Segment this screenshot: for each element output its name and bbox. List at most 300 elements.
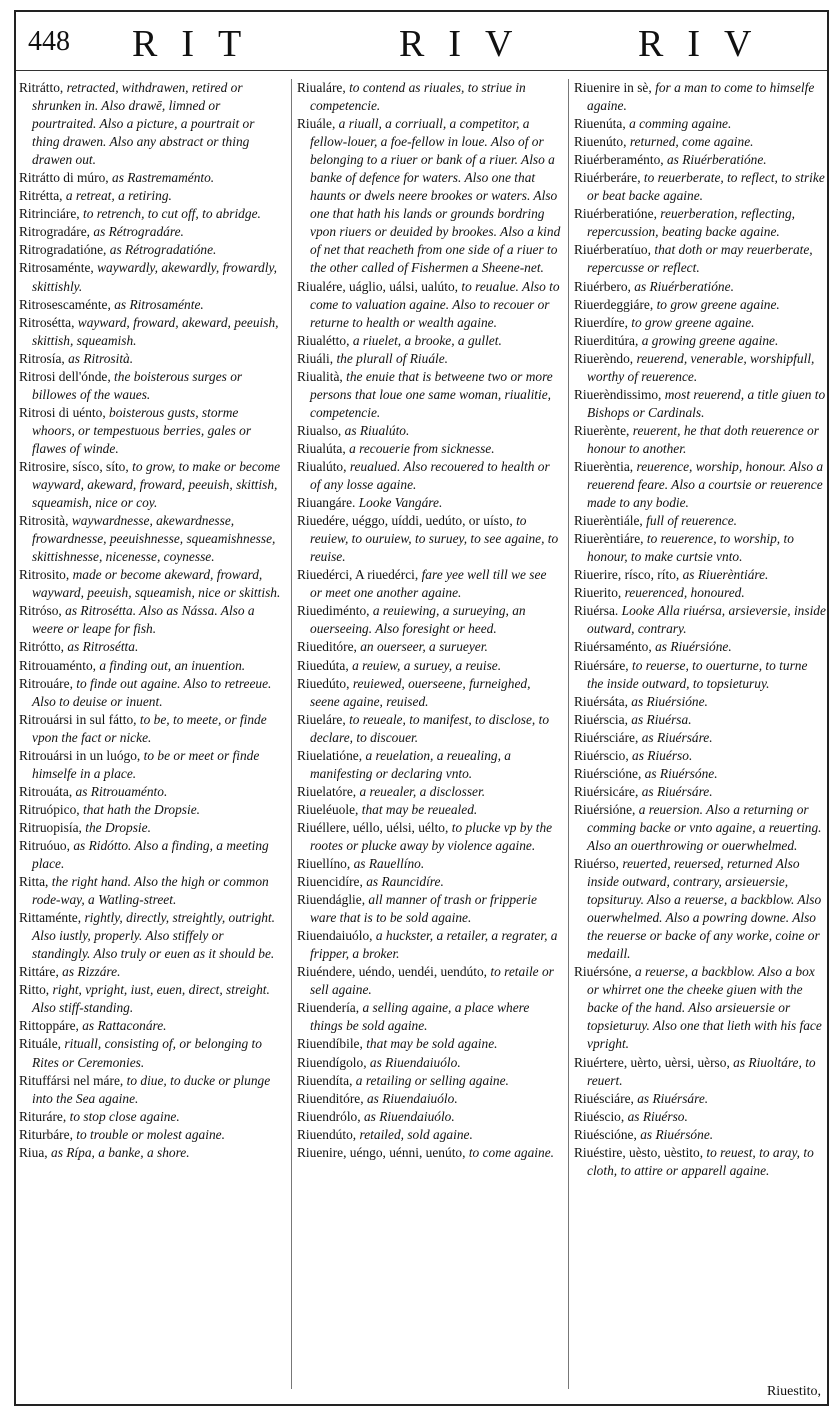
dictionary-entry bbox=[19, 783, 281, 801]
entry-headword: Ritrouaménto, bbox=[19, 657, 96, 673]
entry-headword: Ritrosire, sísco, síto, bbox=[19, 458, 129, 474]
entry-definition: as Riuérsa. bbox=[631, 711, 692, 727]
entry-definition: retailed, sold againe. bbox=[359, 1126, 473, 1142]
entry-definition: retracted, withdrawen, retired or shrunken in. Also drawē, limned or pourtraited. Also a picture, a pourtrait or thing drawen. Also any abstract or thing drawen out. bbox=[32, 80, 255, 168]
entry-definition: fare yee well till we see or meet one another againe. bbox=[310, 567, 547, 601]
dictionary-entry bbox=[297, 512, 561, 566]
entry-definition: as Riuendaiuólo. bbox=[366, 1090, 458, 1106]
dictionary-entry bbox=[297, 1090, 561, 1108]
entry-definition: reuerent, he that doth reuerence or honour to another. bbox=[587, 422, 819, 456]
entry-definition: as Riuérsáre. bbox=[637, 1090, 709, 1106]
entry-headword: Rituffársi nel máre, bbox=[19, 1072, 124, 1088]
dictionary-entry bbox=[19, 368, 281, 404]
entry-definition: that may be sold againe. bbox=[366, 1036, 498, 1052]
entry-headword: Riuérso, bbox=[574, 856, 620, 872]
dictionary-entry bbox=[297, 657, 561, 675]
entry-definition: the Dropsie. bbox=[85, 819, 151, 835]
dictionary-entry bbox=[297, 440, 561, 458]
dictionary-entry bbox=[19, 909, 281, 963]
entry-headword: Riuendrólo, bbox=[297, 1108, 361, 1124]
entry-headword: Riuerèntiáre, bbox=[574, 531, 644, 547]
entry-definition: as Ritrosità. bbox=[68, 350, 134, 366]
entry-headword: Rituále, bbox=[19, 1036, 62, 1052]
entry-headword: Riuedúto, bbox=[297, 675, 350, 691]
entry-headword: Ritrosi dell'ónde, bbox=[19, 368, 111, 384]
running-head-left: RIT bbox=[132, 23, 266, 65]
entry-definition: to reuest, to aray, to cloth, to attire or apparell againe. bbox=[587, 1144, 814, 1178]
entry-headword: Riualso, bbox=[297, 422, 342, 438]
entry-definition: reuerend, venerable, worshipfull, worthy of reuerence. bbox=[587, 350, 815, 384]
entry-definition: to reualue. Also to come to valuation againe. Also to recouer or returne to health or wealth againe. bbox=[310, 278, 560, 330]
entry-headword: Ritrosità, bbox=[19, 513, 69, 529]
entry-definition: for a man to come to himselfe againe. bbox=[587, 80, 815, 114]
dictionary-entry bbox=[297, 115, 561, 277]
entry-definition: a comming againe. bbox=[629, 116, 732, 132]
dictionary-entry bbox=[574, 422, 826, 458]
entry-definition: as Rastremaménto. bbox=[112, 170, 215, 186]
entry-headword: Ritrinciáre, bbox=[19, 206, 80, 222]
dictionary-entry bbox=[297, 458, 561, 494]
running-head-right: RIV bbox=[638, 23, 776, 65]
dictionary-entry bbox=[297, 999, 561, 1035]
entry-definition: the plurall of Riuále. bbox=[336, 350, 449, 366]
entry-definition: the boisterous surges or billowes of the waues. bbox=[32, 368, 243, 402]
dictionary-entry bbox=[574, 151, 826, 169]
entry-headword: Riuérsióne, bbox=[574, 801, 636, 817]
entry-headword: Ritrouársi in un luógo, bbox=[19, 747, 141, 763]
entry-definition: to come againe. bbox=[468, 1144, 554, 1160]
column-3 bbox=[568, 79, 826, 1389]
entry-headword: Riuedére, uéggo, uíddi, uedúto, or uísto, bbox=[297, 513, 513, 529]
dictionary-entry bbox=[19, 205, 281, 223]
entry-definition: to diue, to ducke or plunge into the Sea againe. bbox=[32, 1072, 271, 1106]
dictionary-entry bbox=[574, 278, 826, 296]
entry-headword: Ritrosía, bbox=[19, 350, 65, 366]
entry-headword: Riuerditúra, bbox=[574, 332, 639, 348]
entry-headword: Riualúto, bbox=[297, 458, 347, 474]
entry-definition: most reuerend, a title giuen to Bishops or Cardinals. bbox=[587, 386, 826, 420]
dictionary-entry bbox=[297, 963, 561, 999]
entry-headword: Riuendígolo, bbox=[297, 1054, 367, 1070]
dictionary-entry bbox=[574, 638, 826, 656]
entry-headword: Riuérsáre, bbox=[574, 657, 629, 673]
entry-definition: waywardnesse, akewardnesse, frowardnesse, peeuishnesse, squeamishnesse, skittishnesse, nicenesse, coynesse. bbox=[32, 513, 276, 565]
entry-definition: rituall, consisting of, or belonging to Rites or Ceremonies. bbox=[32, 1036, 262, 1070]
entry-headword: Ritrosaménte, bbox=[19, 260, 94, 276]
entry-headword: Ritruópico, bbox=[19, 801, 80, 817]
entry-definition: full of reuerence. bbox=[646, 513, 738, 529]
dictionary-entry bbox=[19, 1035, 281, 1071]
dictionary-entry bbox=[574, 963, 826, 1053]
entry-headword: Riuedúta, bbox=[297, 657, 349, 673]
entry-definition: as Rétrogradatióne. bbox=[109, 242, 217, 258]
entry-headword: Riualétto, bbox=[297, 332, 350, 348]
entry-headword: Ritrétta, bbox=[19, 188, 63, 204]
dictionary-entry bbox=[574, 133, 826, 151]
dictionary-entry bbox=[19, 602, 281, 638]
entry-headword: Rituráre, bbox=[19, 1108, 67, 1124]
dictionary-entry bbox=[19, 404, 281, 458]
entry-headword: Riuérberáre, bbox=[574, 170, 641, 186]
entry-headword: Riuéllere, uéllo, uélsi, uélto, bbox=[297, 819, 449, 835]
entry-definition: as Ritrosétta. bbox=[67, 639, 139, 655]
entry-headword: Riuáli, bbox=[297, 350, 334, 366]
entry-headword: Riuérsóne, bbox=[574, 964, 632, 980]
entry-headword: Riuérsicáre, bbox=[574, 783, 639, 799]
entry-headword: Ritrosito, bbox=[19, 567, 70, 583]
entry-definition: to finde out againe. Also to retreeue. Also to deuise or inuent. bbox=[32, 675, 272, 709]
dictionary-entry bbox=[574, 765, 826, 783]
entry-headword: Riua, bbox=[19, 1144, 48, 1160]
entry-headword: Riuelatióne, bbox=[297, 747, 363, 763]
entry-headword: Riuenúto, bbox=[574, 134, 627, 150]
entry-headword: Riualére, uáglio, uálsi, ualúto, bbox=[297, 278, 459, 294]
entry-definition: as Rauellíno. bbox=[353, 856, 425, 872]
dictionary-entry bbox=[574, 783, 826, 801]
entry-headword: Ritruóuo, bbox=[19, 837, 70, 853]
dictionary-entry bbox=[297, 1108, 561, 1126]
entry-definition: reualued. Also recouered to health or of any losse againe. bbox=[310, 458, 550, 493]
dictionary-entry bbox=[574, 241, 826, 277]
entry-definition: as Riuérsióne. bbox=[631, 693, 708, 709]
dictionary-entry bbox=[297, 747, 561, 783]
entry-headword: Riuésciáre, bbox=[574, 1090, 634, 1106]
entry-definition: to reuerse, to ouerturne, to turne the inside outward, to topsieturuy. bbox=[587, 657, 808, 691]
dictionary-entry bbox=[297, 602, 561, 638]
dictionary-page bbox=[14, 10, 829, 1406]
entry-definition: reuerence, worship, honour. Also a reuerend feare. Also a courtsie or reuerence made to any bodie. bbox=[587, 458, 824, 511]
entry-headword: Ritrosescaménte, bbox=[19, 296, 111, 312]
dictionary-entry bbox=[297, 566, 561, 602]
entry-definition: a retreat, a retiring. bbox=[65, 188, 172, 204]
entry-definition: as Rípa, a banke, a shore. bbox=[51, 1144, 190, 1160]
entry-definition: boisterous gusts, storme whoors, or tempestuous berries, gales or flawes of winde. bbox=[32, 404, 252, 456]
entry-headword: Riuerdeggiáre, bbox=[574, 296, 654, 312]
entry-headword: Riuedérci, A riuedérci, bbox=[297, 567, 419, 583]
dictionary-entry bbox=[574, 1108, 826, 1126]
entry-definition: the enuie that is betweene two or more persons that loue one same woman, riualitie, competencie. bbox=[310, 368, 553, 420]
dictionary-entry bbox=[297, 1054, 561, 1072]
dictionary-entry bbox=[297, 278, 561, 332]
entry-headword: Riualità, bbox=[297, 368, 343, 384]
entry-headword: Riuendáglie, bbox=[297, 892, 366, 908]
entry-headword: Riuenire in sè, bbox=[574, 80, 652, 95]
dictionary-entry bbox=[297, 819, 561, 855]
entry-definition: a reuealer, a disclosser. bbox=[359, 783, 486, 799]
dictionary-entry bbox=[574, 512, 826, 530]
entry-headword: Ritrosi di uénto, bbox=[19, 404, 106, 420]
entry-headword: Riuendería, bbox=[297, 1000, 360, 1016]
entry-headword: Ritrouársi in sul fátto, bbox=[19, 711, 137, 727]
entry-definition: a reuersion. Also a returning or comming backe or vnto againe, a reuerting. Also an ouerthrowing or ouerwhelmed. bbox=[587, 801, 822, 853]
entry-definition: as Ritrosétta. Also as Nássa. Also a weere or leape for fish. bbox=[32, 603, 255, 637]
dictionary-entry bbox=[297, 855, 561, 873]
entry-definition: as Riuérso. bbox=[632, 747, 693, 763]
dictionary-entry bbox=[574, 79, 826, 115]
dictionary-entry bbox=[19, 1126, 281, 1144]
dictionary-entry bbox=[19, 350, 281, 368]
dictionary-entry bbox=[574, 296, 826, 314]
dictionary-entry bbox=[297, 675, 561, 711]
dictionary-entry bbox=[574, 1126, 826, 1144]
entry-headword: Riuértere, uèrto, uèrsi, uèrso, bbox=[574, 1054, 730, 1070]
entry-headword: Riuéstire, uèsto, uèstito, bbox=[574, 1144, 704, 1160]
dictionary-entry bbox=[19, 981, 281, 1017]
dictionary-entry bbox=[574, 584, 826, 602]
entry-headword: Riuerèntia, bbox=[574, 458, 634, 474]
dictionary-entry bbox=[574, 314, 826, 332]
entry-headword: Riturbáre, bbox=[19, 1126, 73, 1142]
entry-definition: right, vpright, iust, euen, direct, streight. Also stiff-standing. bbox=[32, 982, 270, 1016]
entry-definition: to retaile or sell againe. bbox=[310, 964, 554, 998]
entry-headword: Riuencidíre, bbox=[297, 874, 363, 890]
entry-definition: to grow greene againe. bbox=[656, 296, 780, 312]
entry-headword: Rittaménte, bbox=[19, 910, 82, 926]
entry-definition: as Rétrogradáre. bbox=[93, 224, 184, 240]
entry-headword: Ritrosétta, bbox=[19, 314, 75, 330]
entry-headword: Riuellíno, bbox=[297, 856, 351, 872]
entry-headword: Rittoppáre, bbox=[19, 1018, 79, 1034]
entry-definition: to grow, to make or become wayward, akeward, froward, peeuish, skittish, squeamish, nice or coy. bbox=[32, 458, 281, 511]
entry-definition: as Riuérsóne. bbox=[644, 765, 718, 781]
dictionary-entry bbox=[297, 422, 561, 440]
entry-definition: reuerenced, honoured. bbox=[624, 585, 745, 601]
entry-definition: the right hand. Also the high or common rode-way, a Watling-street. bbox=[32, 874, 269, 908]
entry-definition: waywardly, akewardly, frowardly, skittishly. bbox=[32, 260, 278, 294]
entry-definition: to plucke vp by the rootes or plucke away by violence againe. bbox=[310, 819, 553, 853]
entry-headword: Riuérsciáre, bbox=[574, 729, 639, 745]
dictionary-entry bbox=[19, 1108, 281, 1126]
entry-headword: Riuediménto, bbox=[297, 603, 370, 619]
dictionary-entry bbox=[574, 855, 826, 963]
entry-definition: to reueale, to manifest, to disclose, to declare, to discouer. bbox=[310, 711, 550, 745]
entry-definition: a huckster, a retailer, a regrater, a fripper, a broker. bbox=[310, 928, 558, 962]
entry-headword: Riuerire, rísco, ríto, bbox=[574, 567, 680, 583]
entry-definition: as Riuerèntiáre. bbox=[682, 567, 769, 583]
entry-headword: Riuendúto, bbox=[297, 1126, 357, 1142]
entry-headword: Riualúta, bbox=[297, 440, 346, 456]
entry-definition: as Riuérsóne. bbox=[640, 1126, 714, 1142]
dictionary-entry bbox=[574, 566, 826, 584]
dictionary-entry bbox=[297, 801, 561, 819]
entry-headword: Ritrouáta, bbox=[19, 783, 73, 799]
entry-headword: Riuendíbile, bbox=[297, 1036, 363, 1052]
dictionary-entry bbox=[574, 747, 826, 765]
entry-definition: a riuelet, a brooke, a gullet. bbox=[352, 332, 502, 348]
dictionary-entry bbox=[574, 458, 826, 512]
dictionary-entry bbox=[19, 747, 281, 783]
entry-headword: Riuendíta, bbox=[297, 1072, 353, 1088]
entry-definition: as Rizzáre. bbox=[62, 964, 121, 980]
dictionary-entry bbox=[19, 512, 281, 566]
dictionary-entry bbox=[19, 801, 281, 819]
entry-definition: that may be reuealed. bbox=[361, 801, 478, 817]
dictionary-entry bbox=[19, 675, 281, 711]
entry-headword: Riuále, bbox=[297, 116, 336, 132]
entry-definition: as Riuérsáre. bbox=[641, 783, 713, 799]
dictionary-entry bbox=[19, 187, 281, 205]
page-number: 448 bbox=[28, 26, 70, 57]
entry-headword: Riuérbero, bbox=[574, 278, 631, 294]
entry-definition: as Riuérsióne. bbox=[655, 639, 732, 655]
dictionary-entry bbox=[297, 1035, 561, 1053]
dictionary-entry bbox=[574, 169, 826, 205]
dictionary-entry bbox=[574, 1054, 826, 1090]
dictionary-entry bbox=[19, 169, 281, 187]
entry-headword: Ritto, bbox=[19, 982, 50, 998]
entry-definition: a reuiewing, a surueying, an ouerseeing. Also foresight or heed. bbox=[310, 603, 526, 637]
entry-headword: Riuerèntiále, bbox=[574, 513, 643, 529]
entry-definition: to reuerence, to worship, to honour, to make curtsie vnto. bbox=[587, 531, 794, 565]
dictionary-entry bbox=[19, 638, 281, 656]
dictionary-entry bbox=[297, 783, 561, 801]
entry-headword: Riuérscióne, bbox=[574, 765, 642, 781]
entry-headword: Riuérsaménto, bbox=[574, 639, 652, 655]
dictionary-entry bbox=[19, 296, 281, 314]
entry-definition: as Rattaconáre. bbox=[82, 1018, 167, 1034]
entry-headword: Riuangáre. bbox=[297, 495, 356, 511]
dictionary-entry bbox=[297, 1144, 561, 1162]
entry-headword: Riuéscio, bbox=[574, 1108, 625, 1124]
dictionary-entry bbox=[19, 711, 281, 747]
entry-definition: a reuiew, a suruey, a reuise. bbox=[352, 657, 502, 673]
entry-headword: Ritrótto, bbox=[19, 639, 65, 655]
entry-definition: a reuelation, a reuealing, a manifesting or declaring vnto. bbox=[310, 747, 511, 781]
dictionary-entry bbox=[297, 638, 561, 656]
entry-definition: returned, come againe. bbox=[629, 134, 754, 150]
entry-definition: to be, to meete, or finde vpon the fact or nicke. bbox=[32, 711, 267, 745]
entry-headword: Riuéscióne, bbox=[574, 1126, 637, 1142]
entry-definition: as Riuendaiuólo. bbox=[363, 1108, 455, 1124]
columns bbox=[16, 70, 827, 1391]
dictionary-entry bbox=[19, 819, 281, 837]
entry-definition: Looke Vangáre. bbox=[358, 495, 443, 511]
entry-headword: Riueláre, bbox=[297, 711, 346, 727]
entry-headword: Riuerèndissimo, bbox=[574, 386, 662, 402]
entry-definition: as Riuoltáre, to reuert. bbox=[587, 1054, 816, 1088]
entry-headword: Riuérscio, bbox=[574, 747, 629, 763]
entry-definition: as Ritrouaménto. bbox=[75, 783, 168, 799]
dictionary-entry bbox=[19, 1017, 281, 1035]
entry-headword: Ritróso, bbox=[19, 603, 62, 619]
entry-headword: Ritrátto, bbox=[19, 80, 64, 95]
dictionary-entry bbox=[297, 711, 561, 747]
dictionary-entry bbox=[297, 79, 561, 115]
running-head-center: RIV bbox=[399, 23, 537, 65]
entry-headword: Riualáre, bbox=[297, 80, 346, 95]
entry-headword: Riuérscia, bbox=[574, 711, 628, 727]
dictionary-entry bbox=[19, 259, 281, 295]
dictionary-entry bbox=[297, 368, 561, 422]
entry-headword: Riuenditóre, bbox=[297, 1090, 364, 1106]
dictionary-entry bbox=[19, 873, 281, 909]
entry-definition: to trouble or molest againe. bbox=[76, 1126, 225, 1142]
entry-definition: a finding out, an inuention. bbox=[99, 657, 246, 673]
entry-definition: as Riuendaiuólo. bbox=[369, 1054, 461, 1070]
entry-definition: as Riuérso. bbox=[627, 1108, 688, 1124]
entry-headword: Ritrogradatióne, bbox=[19, 242, 107, 258]
dictionary-entry bbox=[19, 1072, 281, 1108]
column-1 bbox=[19, 79, 281, 1389]
dictionary-entry bbox=[19, 223, 281, 241]
entry-definition: all manner of trash or fripperie ware that is to be sold againe. bbox=[310, 892, 537, 926]
entry-headword: Riuerènte, bbox=[574, 422, 630, 438]
dictionary-entry bbox=[19, 79, 281, 169]
dictionary-entry bbox=[297, 332, 561, 350]
entry-definition: as Riuérsáre. bbox=[641, 729, 713, 745]
entry-definition: as Rauncidíre. bbox=[366, 874, 444, 890]
entry-definition: as Riualúto. bbox=[344, 422, 410, 438]
entry-definition: as Ridótto. Also a finding, a meeting place. bbox=[32, 837, 269, 872]
entry-headword: Rittáre, bbox=[19, 964, 59, 980]
entry-headword: Riuenire, uéngo, uénni, uenúto, bbox=[297, 1144, 466, 1160]
dictionary-entry bbox=[19, 241, 281, 259]
entry-definition: a riuall, a corriuall, a competitor, a fellow-louer, a foe-fellow in loue. Also of or belonging to a riuer or bank of a riuer. Also a banke of defence for waters. Also one that haunts or dwels neere brookes or waters. Also one that hath his lands or grounds bordring vpon riuers or deuided by brookes. Also a kind of net that reacheth from one side of a riuer to the other called of Fishermen a Sheene-net. bbox=[310, 116, 561, 276]
dictionary-entry bbox=[297, 891, 561, 927]
entry-headword: Riuerdíre, bbox=[574, 314, 628, 330]
dictionary-entry bbox=[297, 350, 561, 368]
entry-headword: Riuerèndo, bbox=[574, 350, 634, 366]
entry-headword: Riuenúta, bbox=[574, 116, 626, 132]
entry-headword: Ritrogradáre, bbox=[19, 224, 91, 240]
entry-headword: Riueditóre, bbox=[297, 639, 357, 655]
entry-definition: that hath the Dropsie. bbox=[82, 801, 201, 817]
dictionary-entry bbox=[574, 602, 826, 638]
dictionary-entry bbox=[19, 657, 281, 675]
entry-headword: Riuérsáta, bbox=[574, 693, 628, 709]
dictionary-entry bbox=[19, 1144, 281, 1162]
entry-headword: Riuérberaménto, bbox=[574, 152, 664, 168]
dictionary-entry bbox=[297, 1072, 561, 1090]
entry-definition: as Riuérberatióne. bbox=[634, 278, 734, 294]
entry-definition: to grow greene againe. bbox=[631, 314, 755, 330]
dictionary-entry bbox=[574, 332, 826, 350]
entry-definition: a selling againe, a place where things be sold againe. bbox=[310, 1000, 530, 1034]
entry-definition: a recouerie from sicknesse. bbox=[349, 440, 495, 456]
entry-headword: Ritta, bbox=[19, 874, 49, 890]
entry-headword: Riuérberatíuo, bbox=[574, 242, 651, 258]
entry-definition: a growing greene againe. bbox=[641, 332, 779, 348]
dictionary-entry bbox=[574, 530, 826, 566]
dictionary-entry bbox=[574, 115, 826, 133]
entry-headword: Riuérberatióne, bbox=[574, 206, 657, 222]
dictionary-entry bbox=[574, 1144, 826, 1180]
entry-headword: Riuéndere, uéndo, uendéi, uendúto, bbox=[297, 964, 488, 980]
entry-headword: Riuendaiuólo, bbox=[297, 928, 373, 944]
entry-headword: Riuérsa. bbox=[574, 603, 619, 619]
page-header bbox=[16, 12, 827, 68]
dictionary-entry bbox=[574, 801, 826, 855]
dictionary-entry bbox=[574, 729, 826, 747]
dictionary-entry bbox=[297, 1126, 561, 1144]
entry-definition: rightly, directly, streightly, outright. Also iustly, properly. Also stiffely or standingly. Also truly or euen as it should be. bbox=[32, 910, 276, 962]
entry-definition: that doth or may reuerberate, repercusse or reflect. bbox=[587, 242, 813, 276]
dictionary-entry bbox=[297, 927, 561, 963]
dictionary-entry bbox=[574, 657, 826, 693]
entry-definition: to reuiew, to ouruiew, to suruey, to see againe, to reuise. bbox=[310, 513, 559, 565]
entry-definition: as Ritrosaménte. bbox=[114, 296, 204, 312]
entry-headword: Riuelatóre, bbox=[297, 783, 357, 799]
dictionary-entry bbox=[574, 711, 826, 729]
column-2 bbox=[291, 79, 561, 1389]
dictionary-entry bbox=[19, 314, 281, 350]
entry-definition: a retailing or selling againe. bbox=[355, 1072, 509, 1088]
dictionary-entry bbox=[574, 205, 826, 241]
dictionary-entry bbox=[574, 386, 826, 422]
dictionary-entry bbox=[574, 350, 826, 386]
dictionary-entry bbox=[19, 458, 281, 512]
entry-definition: to retrench, to cut off, to abridge. bbox=[82, 206, 261, 222]
